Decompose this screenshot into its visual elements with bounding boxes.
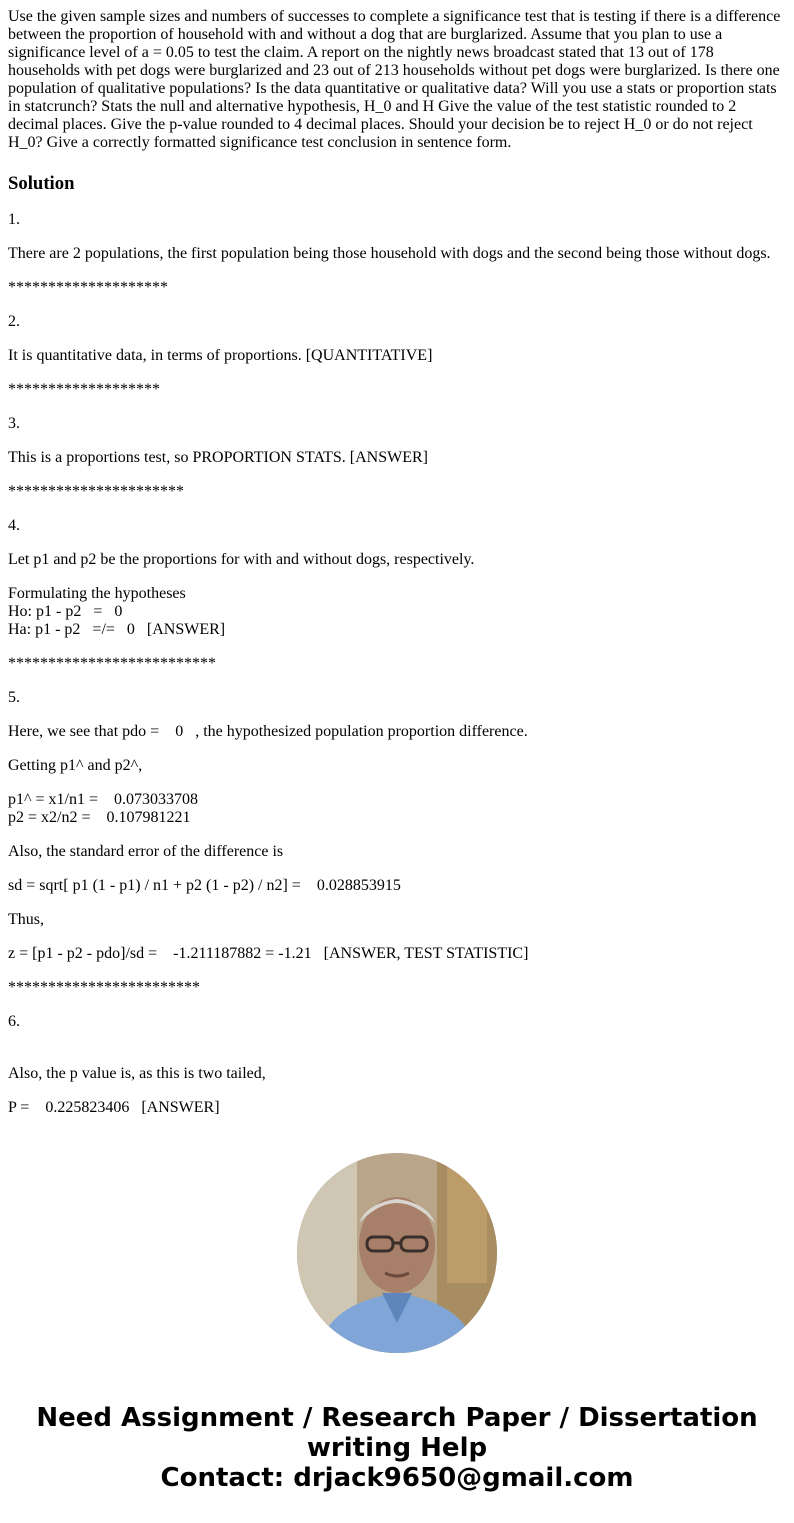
promo-section [0, 1153, 794, 1353]
solution-step-number: 4. [8, 517, 20, 534]
solution-step-number: 3. [8, 415, 20, 432]
solution-step-number: 2. [8, 313, 20, 330]
solution-step-number: 1. [8, 211, 20, 228]
separator-stars: ************************ [8, 979, 200, 996]
solution-heading: Solution [8, 173, 75, 194]
solution-paragraph: Here, we see that pdo = 0 , the hypothesized population proportion difference. [8, 723, 528, 740]
cta-line-2: writing Help [306, 1433, 488, 1463]
separator-stars: ************************** [8, 655, 216, 672]
standard-error: sd = sqrt[ p1 (1 - p1) / n1 + p2 (1 - p2) / n2] = 0.028853915 [8, 877, 401, 894]
solution-paragraph: Getting p1^ and p2^, [8, 757, 143, 774]
cta-line-1: Need Assignment / Research Paper / Dissertation [36, 1403, 758, 1433]
p-value: P = 0.225823406 [ANSWER] [8, 1099, 220, 1116]
solution-step-number: 6. [8, 1013, 20, 1030]
contact-banner [0, 1403, 794, 1493]
sample-proportions: p1^ = x1/n1 = 0.073033708 p2 = x2/n2 = 0.107981221 [8, 791, 198, 826]
solution-step-number: 5. [8, 689, 20, 706]
document-body [8, 0, 784, 1123]
solution-paragraph: There are 2 populations, the first population being those household with dogs and the second being those without dogs. [8, 245, 771, 262]
solution-paragraph: Let p1 and p2 be the proportions for with and without dogs, respectively. [8, 551, 475, 568]
solution-paragraph: Thus, [8, 911, 44, 928]
cta-line-3: Contact: drjack9650@gmail.com [160, 1463, 634, 1493]
hypotheses: Formulating the hypotheses Ho: p1 - p2 = 0 Ha: p1 - p2 =/= 0 [ANSWER] [8, 585, 226, 638]
test-statistic: z = [p1 - p2 - pdo]/sd = -1.211187882 = -1.21 [ANSWER, TEST STATISTIC] [8, 945, 529, 962]
solution-paragraph: Also, the p value is, as this is two tailed, [8, 1065, 266, 1082]
separator-stars: ******************* [8, 381, 160, 398]
solution-paragraph: This is a proportions test, so PROPORTION STATS. [ANSWER] [8, 449, 428, 466]
solution-paragraph: It is quantitative data, in terms of proportions. [QUANTITATIVE] [8, 347, 433, 364]
solution-paragraph: Also, the standard error of the difference is [8, 843, 284, 860]
solution-blocks [8, 211, 784, 1117]
question-text: Use the given sample sizes and numbers of successes to complete a significance test that is testing if there is a difference between the proportion of household with and without a dog that are burglarized. Assume that you plan to use a significance level of a = 0.05 to test the claim. A report on the nightly news broadcast stated that 13 out of 178 households with pet dogs were burglarized and 23 out of 213 households without pet dogs were burglarized. Is there one population of qualitative populations? Is the data quantitative or qualitative data? Will you use a stats or proportion stats in statcrunch? Stats the null and alternative hypothesis, H_0 and H Give the value of the test statistic rounded to 2 decimal places. Give the p-value rounded to 4 decimal places. Should your decision be to reject H_0 or do not reject H_0? Give a correctly formatted significance test conclusion in sentence form. [8, 8, 784, 151]
separator-stars: ******************** [8, 279, 168, 296]
avatar [297, 1153, 497, 1353]
separator-stars: ********************** [8, 483, 184, 500]
portrait-photo [297, 1153, 497, 1353]
